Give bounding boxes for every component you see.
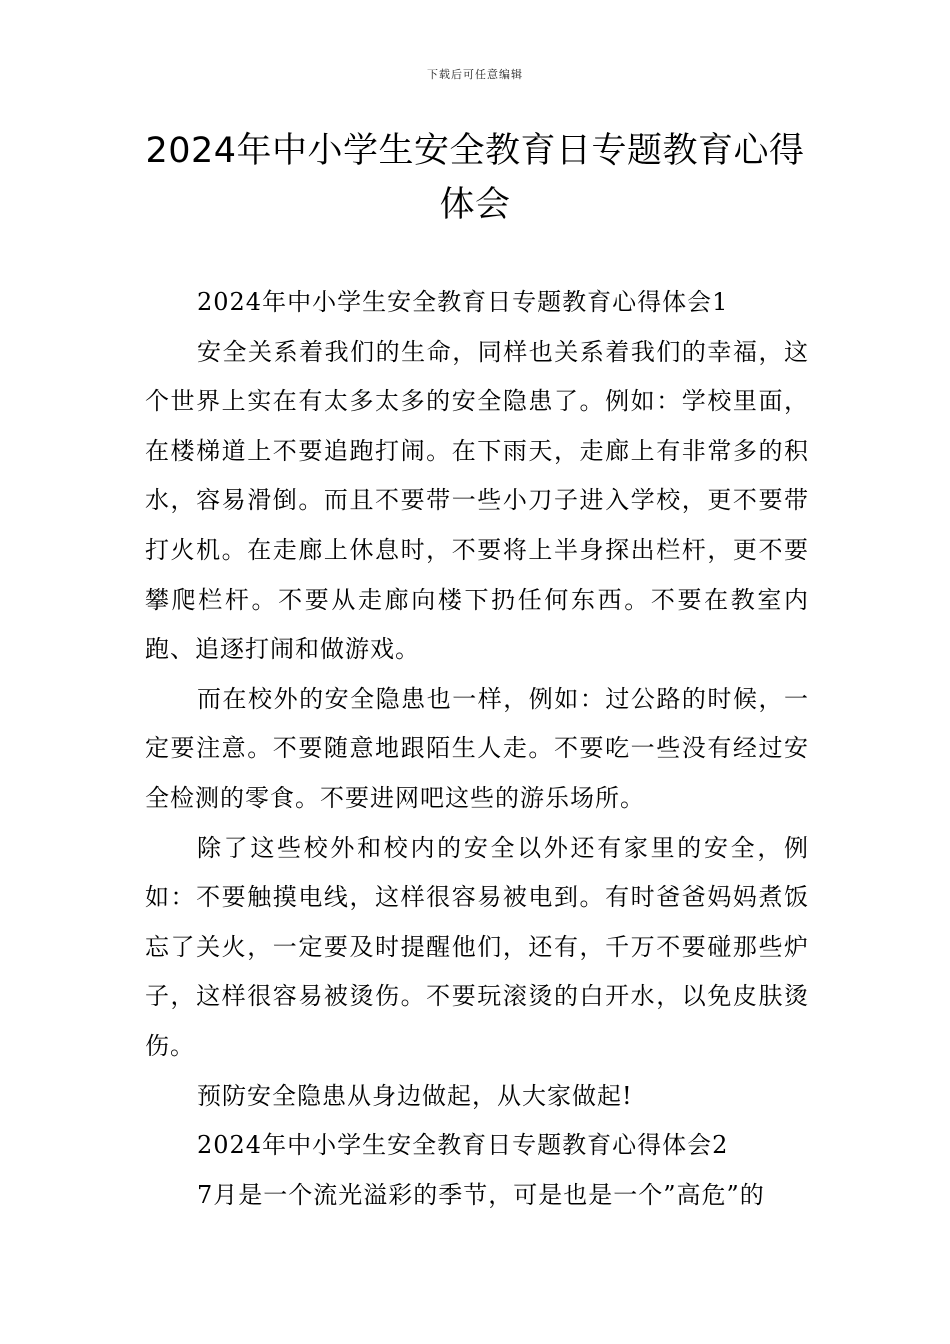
paragraph: 安全关系着我们的生命，同样也关系着我们的幸福，这个世界上实在有太多太多的安全隐患了。例如：学校里面，在楼梯道上不要追跑打闹。在下雨天，走廊上有非常多的积水，容易滑倒。而且不要带一些小刀子进入学校，更不要带打火机。在走廊上休息时，不要将上半身探出栏杆，更不要攀爬栏杆。不要从走廊向楼下扔任何东西。不要在教室内跑、追逐打闹和做游戏。 [145, 337, 809, 664]
paragraph: 而在校外的安全隐患也一样，例如：过公路的时候，一定要注意。不要随意地跟陌生人走。不要吃一些没有经过安全检测的零食。不要进网吧这些的游乐场所。 [145, 684, 809, 812]
header-note: 下载后可任意编辑 [427, 68, 523, 81]
document-title: 2024年中小学生安全教育日专题教育心得体会 [145, 131, 805, 225]
paragraph: 除了这些校外和校内的安全以外还有家里的安全，例如：不要触摸电线，这样很容易被电到。有时爸爸妈妈煮饭忘了关火，一定要及时提醒他们，还有，千万不要碰那些炉子，这样很容易被烫伤。不要玩滚烫的白开水，以免皮肤烫伤。 [145, 833, 809, 1060]
section-heading-2: 2024年中小学生安全教育日专题教育心得体会2 [197, 1131, 729, 1160]
paragraph: 7月是一个流光溢彩的季节，可是也是一个”高危”的 [197, 1180, 765, 1209]
paragraph: 预防安全隐患从身边做起，从大家做起! [197, 1081, 633, 1110]
document-body [145, 278, 809, 1220]
section-heading-1: 2024年中小学生安全教育日专题教育心得体会1 [197, 288, 729, 316]
